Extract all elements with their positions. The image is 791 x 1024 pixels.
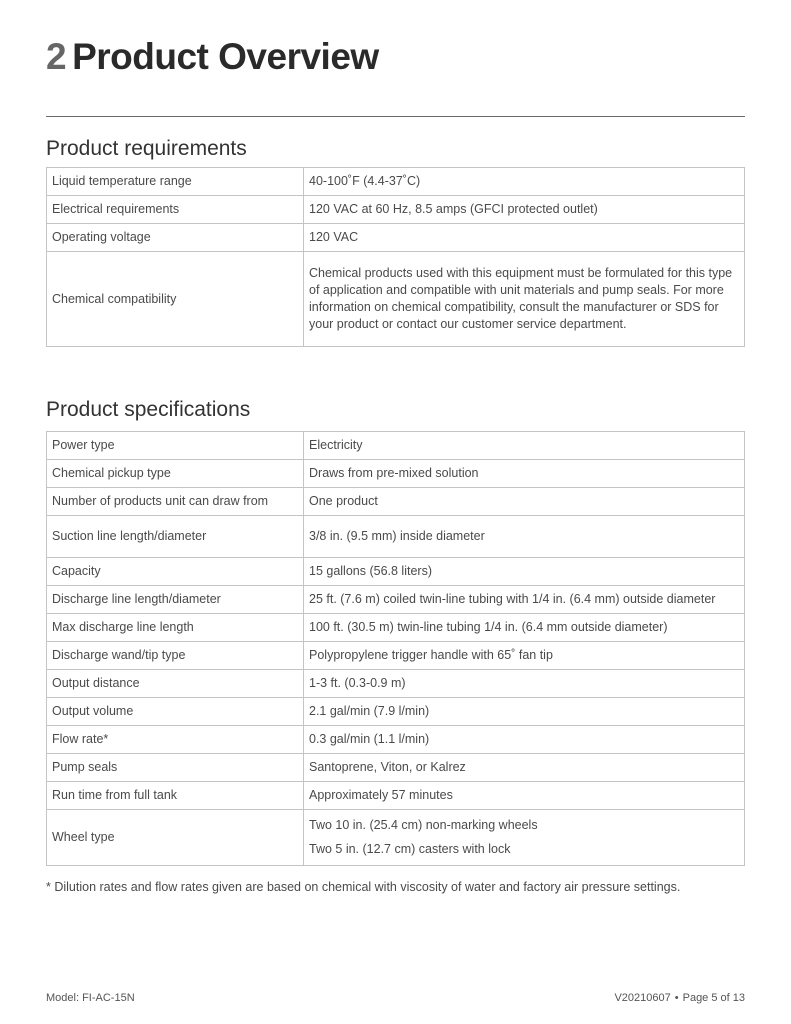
table-row	[47, 558, 745, 586]
row-label: Liquid temperature range	[47, 168, 304, 196]
table-row	[47, 726, 745, 754]
row-label: Discharge line length/diameter	[47, 586, 304, 614]
row-label: Suction line length/diameter	[47, 516, 304, 558]
table-row	[47, 460, 745, 488]
row-value	[304, 810, 745, 866]
chapter-number: 2	[46, 36, 67, 77]
wheel-type-line: Two 5 in. (12.7 cm) casters with lock	[309, 842, 511, 856]
row-label: Operating voltage	[47, 224, 304, 252]
table-row	[47, 516, 745, 558]
row-label: Power type	[47, 432, 304, 460]
footer-page-number: Page 5 of 13	[682, 992, 745, 1004]
row-value: 0.3 gal/min (1.1 l/min)	[304, 726, 745, 754]
row-value: 25 ft. (7.6 m) coiled twin-line tubing with 1/4 in. (6.4 mm) outside diameter	[304, 586, 745, 614]
title-divider	[46, 116, 745, 117]
table-row	[47, 614, 745, 642]
table-row	[47, 810, 745, 866]
row-label: Chemical pickup type	[47, 460, 304, 488]
row-value: 120 VAC	[304, 224, 745, 252]
row-value: 1-3 ft. (0.3-0.9 m)	[304, 670, 745, 698]
row-value: 2.1 gal/min (7.9 l/min)	[304, 698, 745, 726]
specifications-heading: Product specifications	[46, 398, 251, 421]
table-row	[47, 670, 745, 698]
row-label: Pump seals	[47, 754, 304, 782]
footer-model: Model: FI-AC-15N	[46, 992, 135, 1004]
row-label: Chemical compatibility	[47, 252, 304, 347]
row-value: 40-100˚F (4.4-37˚C)	[304, 168, 745, 196]
table-row	[47, 196, 745, 224]
row-label: Run time from full tank	[47, 782, 304, 810]
row-value: 15 gallons (56.8 liters)	[304, 558, 745, 586]
row-label: Electrical requirements	[47, 196, 304, 224]
row-label: Wheel type	[47, 810, 304, 866]
row-label: Discharge wand/tip type	[47, 642, 304, 670]
table-row	[47, 754, 745, 782]
table-row	[47, 168, 745, 196]
row-value: Draws from pre-mixed solution	[304, 460, 745, 488]
table-row	[47, 488, 745, 516]
specifications-table	[46, 431, 745, 866]
chapter-title: Product Overview	[72, 36, 379, 77]
row-label: Capacity	[47, 558, 304, 586]
table-row	[47, 642, 745, 670]
page-title	[46, 36, 379, 78]
footer-page-info	[614, 992, 745, 1004]
requirements-heading: Product requirements	[46, 137, 247, 160]
row-value: Approximately 57 minutes	[304, 782, 745, 810]
row-label: Number of products unit can draw from	[47, 488, 304, 516]
row-value: Santoprene, Viton, or Kalrez	[304, 754, 745, 782]
table-row	[47, 698, 745, 726]
row-label: Output volume	[47, 698, 304, 726]
row-value: Electricity	[304, 432, 745, 460]
table-row	[47, 252, 745, 347]
row-label: Max discharge line length	[47, 614, 304, 642]
table-row	[47, 432, 745, 460]
wheel-type-line: Two 10 in. (25.4 cm) non-marking wheels	[309, 818, 538, 832]
requirements-table	[46, 167, 745, 347]
row-value: Polypropylene trigger handle with 65˚ fan tip	[304, 642, 745, 670]
table-row	[47, 782, 745, 810]
row-label: Flow rate*	[47, 726, 304, 754]
bullet-separator: •	[674, 992, 679, 1004]
table-row	[47, 586, 745, 614]
row-value: 3/8 in. (9.5 mm) inside diameter	[304, 516, 745, 558]
row-value: One product	[304, 488, 745, 516]
row-value: 120 VAC at 60 Hz, 8.5 amps (GFCI protected outlet)	[304, 196, 745, 224]
row-label: Output distance	[47, 670, 304, 698]
table-row	[47, 224, 745, 252]
row-value: Chemical products used with this equipment must be formulated for this type of application and compatible with unit materials and pump seals. For more information on chemical compatibility, consult the manufacturer or SDS for your product or contact our customer service department.	[304, 252, 745, 347]
row-value: 100 ft. (30.5 m) twin-line tubing 1/4 in. (6.4 mm outside diameter)	[304, 614, 745, 642]
footer-version: V20210607	[614, 992, 671, 1004]
footnote: * Dilution rates and flow rates given are based on chemical with viscosity of water and factory air pressure settings.	[46, 880, 681, 894]
